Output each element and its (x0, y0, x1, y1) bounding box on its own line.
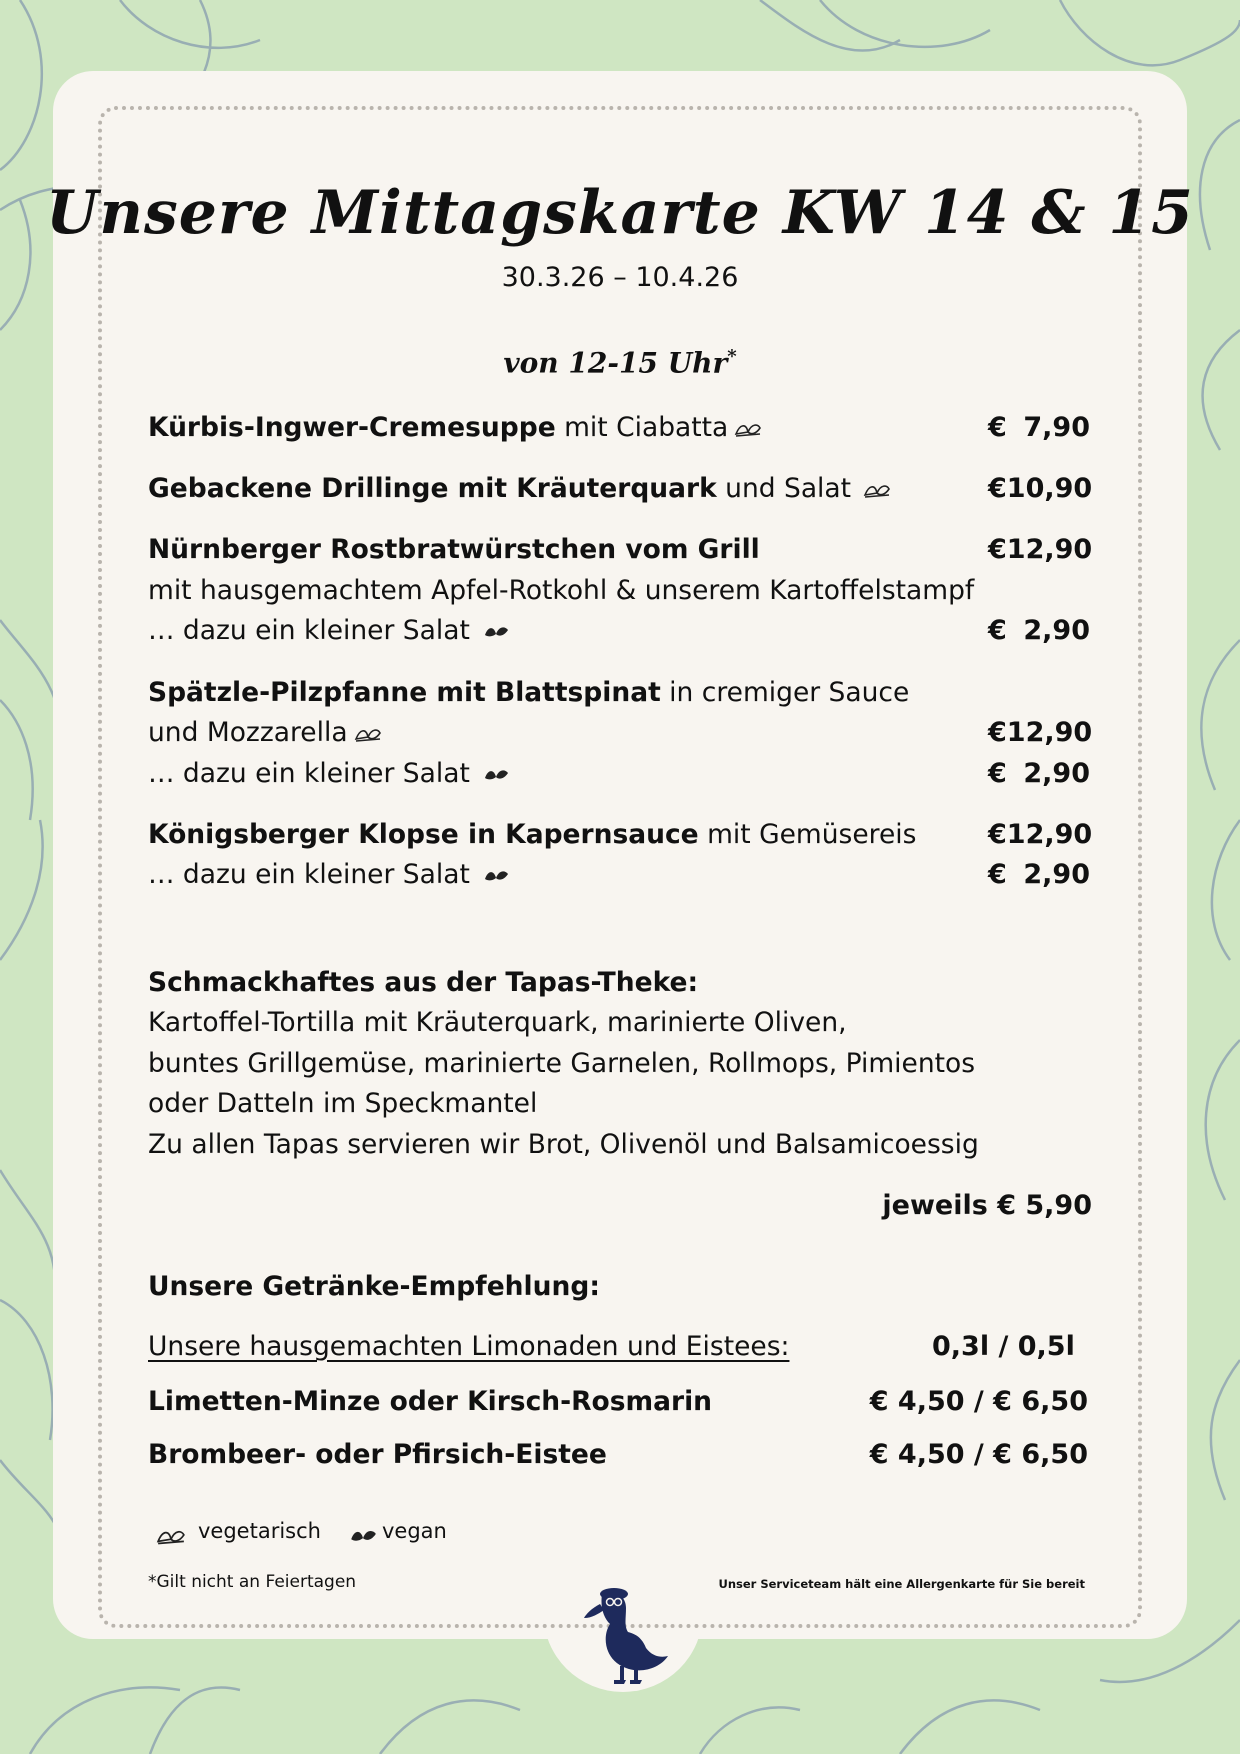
currency-symbol: € (988, 412, 1007, 443)
currency-symbol: € (988, 473, 1007, 504)
price-value: 12,90 (1006, 819, 1093, 850)
dish-drillinge (148, 472, 891, 506)
vegan-leaf-icon (482, 867, 510, 885)
tapas-price: jeweils € 5,90 (882, 1190, 1092, 1221)
drinks-subheading: Unsere hausgemachten Limonaden und Eistees: (148, 1331, 790, 1362)
side-text: … dazu ein kleiner Salat (148, 859, 470, 890)
drink-item: Brombeer- oder Pfirsich-Eistee (148, 1439, 607, 1470)
currency-symbol: € (988, 859, 1007, 890)
dish-name: Gebackene Drillinge mit Kräuterquark (148, 473, 717, 504)
tapas-line: Zu allen Tapas servieren wir Brot, Olivenöl und Balsamicoessig (148, 1129, 979, 1160)
vegan-leaf-icon (482, 623, 510, 641)
dish-name: Kürbis-Ingwer-Cremesuppe (148, 412, 556, 443)
holiday-note: *Gilt nicht an Feiertagen (148, 1572, 357, 1592)
side-price (988, 858, 1090, 892)
side-salad (148, 757, 510, 791)
service-hours-text: von 12-15 Uhr (503, 346, 728, 380)
price-value: 12,90 (1006, 717, 1093, 748)
service-hours (0, 346, 1240, 379)
vegetarian-leaf-icon (354, 725, 382, 743)
drink-sizes: 0,3l / 0,5l (932, 1331, 1075, 1362)
dish-rostbratwuerstchen (148, 533, 760, 567)
tapas-line: buntes Grillgemüse, marinierte Garnelen, Rollmops, Pimientos (148, 1048, 976, 1079)
price-value: 12,90 (1006, 534, 1093, 565)
tapas-line: Kartoffel-Tortilla mit Kräuterquark, marinierte Oliven, (148, 1007, 847, 1038)
vegetarian-leaf-icon (156, 1526, 186, 1546)
drink-item: Limetten-Minze oder Kirsch-Rosmarin (148, 1386, 713, 1417)
drink-price: € 4,50 / € 6,50 (869, 1439, 1088, 1470)
dish-price (988, 716, 1093, 750)
side-salad (148, 858, 510, 892)
dish-price (988, 533, 1093, 567)
price-value: 7,90 (1023, 412, 1090, 443)
vegetarian-leaf-icon (863, 481, 891, 499)
legend-vegan: vegan (382, 1519, 447, 1543)
dish-kuerbissuppe (148, 411, 762, 445)
vegan-leaf-icon (482, 766, 510, 784)
currency-symbol: € (988, 819, 1007, 850)
price-value: 2,90 (1023, 859, 1090, 890)
dish-name: Spätzle-Pilzpfanne mit Blattspinat (148, 677, 661, 708)
allergen-note: Unser Serviceteam hält eine Allergenkarte für Sie bereit (718, 1577, 1085, 1591)
dish-addition: mit Ciabatta (555, 412, 729, 443)
currency-symbol: € (988, 615, 1007, 646)
dish-addition: und Salat (716, 473, 852, 504)
side-text: … dazu ein kleiner Salat (148, 758, 470, 789)
dish-addition: in cremiger Sauce (660, 677, 910, 708)
vegan-leaf-icon (348, 1526, 378, 1546)
price-value: 10,90 (1006, 473, 1093, 504)
dish-name: Nürnberger Rostbratwürstchen vom Grill (148, 534, 760, 565)
duck-logo (580, 1578, 670, 1688)
drinks-heading: Unsere Getränke-Empfehlung: (148, 1271, 600, 1302)
footnote-mark: * (727, 346, 737, 367)
dish-koenigsberger-klopse (148, 818, 916, 852)
dish-description-text: und Mozzarella (148, 717, 348, 748)
tapas-line: oder Datteln im Speckmantel (148, 1088, 538, 1119)
dish-addition: mit Gemüsereis (698, 819, 917, 850)
dish-price (988, 818, 1093, 852)
side-price (988, 614, 1090, 648)
date-range: 30.3.26 – 10.4.26 (501, 262, 739, 293)
dish-description: mit hausgemachtem Apfel-Rotkohl & unserem Kartoffelstampf (148, 575, 975, 606)
drink-price: € 4,50 / € 6,50 (869, 1386, 1088, 1417)
tapas-heading: Schmackhaftes aus der Tapas-Theke: (148, 967, 699, 998)
price-value: 2,90 (1023, 758, 1090, 789)
currency-symbol: € (988, 534, 1007, 565)
dish-price (988, 411, 1090, 445)
dish-description (148, 716, 382, 750)
price-value: 2,90 (1023, 615, 1090, 646)
currency-symbol: € (988, 758, 1007, 789)
dish-name: Königsberger Klopse in Kapernsauce (148, 819, 699, 850)
page-title: Unsere Mittagskarte KW 14 & 15 (46, 178, 1194, 248)
dish-spaetzle-pilzpfanne (148, 676, 909, 710)
vegetarian-leaf-icon (734, 420, 762, 438)
side-salad (148, 614, 510, 648)
side-price (988, 757, 1090, 791)
side-text: … dazu ein kleiner Salat (148, 615, 470, 646)
dish-price (988, 472, 1093, 506)
currency-symbol: € (988, 717, 1007, 748)
legend-vegetarian: vegetarisch (198, 1519, 321, 1543)
